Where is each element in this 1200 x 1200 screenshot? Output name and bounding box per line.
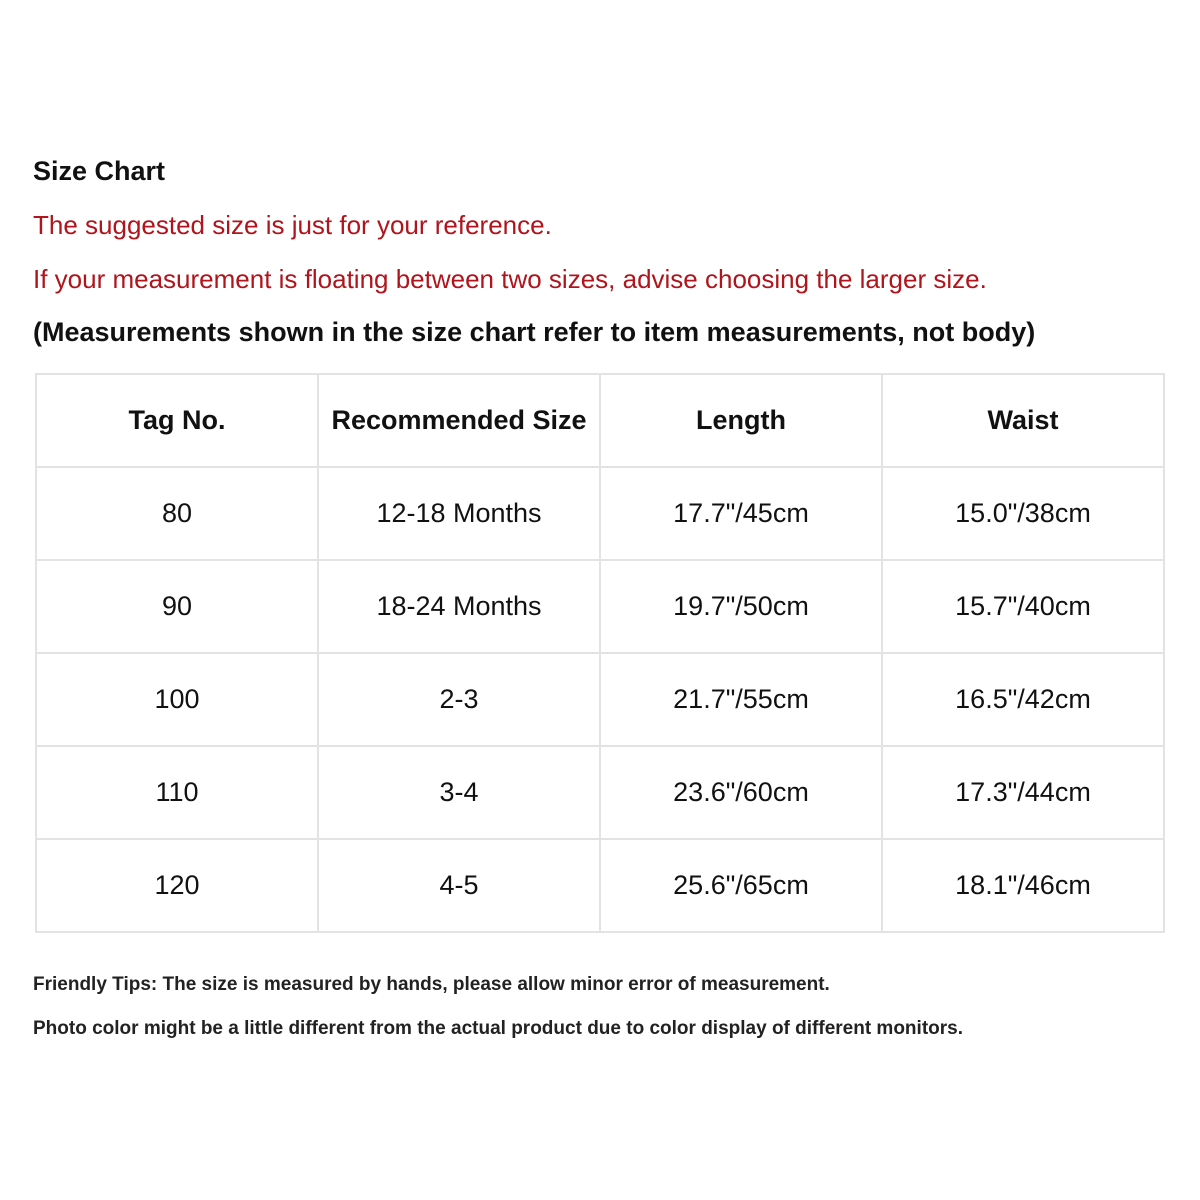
cell-length: 21.7"/55cm [600,653,882,746]
cell-length: 17.7"/45cm [600,467,882,560]
cell-waist: 17.3"/44cm [882,746,1164,839]
table-header-row [36,374,1164,467]
friendly-tip-color: Photo color might be a little different from the actual product due to color display of different monitors. [33,1018,963,1039]
cell-tag-no: 120 [36,839,318,932]
cell-tag-no: 110 [36,746,318,839]
table-row [36,560,1164,653]
cell-waist: 16.5"/42cm [882,653,1164,746]
column-header-length: Length [600,374,882,467]
cell-waist: 15.0"/38cm [882,467,1164,560]
cell-recommended-size: 18-24 Months [318,560,600,653]
friendly-tip-measurement: Friendly Tips: The size is measured by hands, please allow minor error of measurement. [33,974,830,995]
table-row [36,839,1164,932]
cell-recommended-size: 3-4 [318,746,600,839]
cell-tag-no: 90 [36,560,318,653]
cell-length: 25.6"/65cm [600,839,882,932]
reference-note: The suggested size is just for your reference. [33,210,552,240]
table-row [36,653,1164,746]
cell-length: 23.6"/60cm [600,746,882,839]
cell-recommended-size: 4-5 [318,839,600,932]
column-header-waist: Waist [882,374,1164,467]
sizing-advice-note: If your measurement is floating between two sizes, advise choosing the larger size. [33,264,987,294]
column-header-tag-no: Tag No. [36,374,318,467]
size-table [35,373,1165,933]
table-row [36,746,1164,839]
column-header-recommended-size: Recommended Size [318,374,600,467]
cell-recommended-size: 12-18 Months [318,467,600,560]
cell-waist: 15.7"/40cm [882,560,1164,653]
cell-tag-no: 100 [36,653,318,746]
page-title: Size Chart [33,156,166,186]
cell-length: 19.7"/50cm [600,560,882,653]
measurement-note: (Measurements shown in the size chart refer to item measurements, not body) [33,317,1036,347]
cell-tag-no: 80 [36,467,318,560]
cell-waist: 18.1"/46cm [882,839,1164,932]
cell-recommended-size: 2-3 [318,653,600,746]
table-row [36,467,1164,560]
